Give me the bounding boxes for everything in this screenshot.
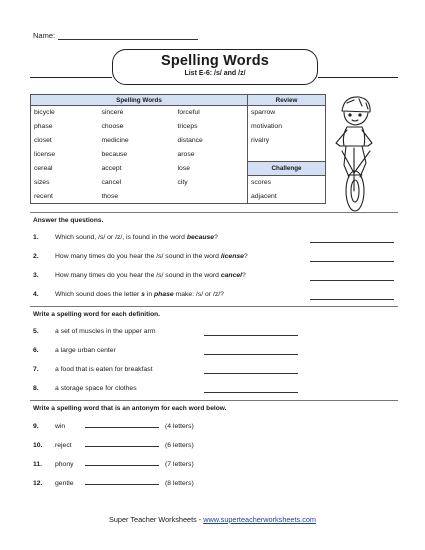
name-line [58,32,198,40]
item-number: 9. [33,423,39,430]
answer-line-11[interactable] [85,460,159,466]
question-keyword: phase [154,291,174,298]
question-keyword: s [141,291,145,298]
antonym-word: win [55,423,66,430]
answer-line-8[interactable] [204,392,298,393]
word-cell: accept [101,165,122,172]
definition-text: a set of muscles in the upper arm [55,328,156,335]
letter-hint: (4 letters) [165,423,194,430]
antonym-word: reject [55,442,72,449]
challenge-word: adjacent [248,190,326,204]
word-cell: cancel [101,179,122,186]
challenge-word: scores [248,176,326,190]
word-cell: closet [31,134,99,148]
word-cell: lose [177,165,190,172]
question-keyword: cancel [220,272,243,279]
question-number: 2. [33,253,39,260]
answer-line-5[interactable] [204,335,298,336]
section-title-definitions: Write a spelling word for each definition. [33,311,161,318]
footer [0,515,425,524]
review-word: sparrow [248,106,326,120]
definition-5 [33,328,156,335]
question-text: in [144,291,155,298]
list-subtitle: List E-6: /s/ and /z/ [184,70,246,77]
bicycle-rider-icon [322,91,392,213]
question-keyword: license [220,253,244,260]
word-cell: recent [31,190,99,204]
footer-link[interactable]: www.superteacherworksheets.com [203,515,316,524]
item-number: 5. [33,328,39,335]
definition-text: a storage space for clothes [55,385,137,392]
name-row [33,31,198,40]
word-cell: cereal [31,162,99,176]
word-cell: sizes [31,176,99,190]
answer-line-12[interactable] [85,479,159,485]
answer-line-9[interactable] [85,422,159,428]
letter-hint: (8 letters) [165,480,194,487]
name-label: Name: [33,31,56,40]
question-number: 3. [33,272,39,279]
section-divider [30,212,398,213]
word-cell: distance [177,137,203,144]
word-cell: triceps [177,123,198,130]
definition-7 [33,366,152,373]
word-cell [175,190,248,204]
answer-line-7[interactable] [204,373,298,374]
question-1 [33,234,218,241]
answer-line-2[interactable] [310,261,394,262]
question-text: make: /s/ or /z/? [173,291,224,298]
challenge-header: Challenge [248,162,326,176]
question-2 [33,253,248,260]
antonym-9 [33,422,194,430]
word-cell: sincere [101,109,124,117]
item-number: 12. [33,480,43,487]
word-cell: bicycle [31,106,99,120]
title-box [112,49,318,85]
answer-line-6[interactable] [204,354,298,355]
question-text: Which sound does the letter [55,291,142,298]
review-empty [248,148,326,162]
antonym-12 [33,479,194,487]
title-divider-left [30,77,112,78]
review-header: Review [248,95,326,106]
antonym-word: gentle [55,480,74,487]
word-cell: arose [177,151,195,158]
review-word: rivalry [248,134,326,148]
antonym-11 [33,460,194,468]
antonym-10 [33,441,194,449]
item-number: 11. [33,461,43,468]
word-cell: because [101,151,128,158]
definition-text: a food that is eaten for breakfast [55,366,153,373]
spelling-words-header: Spelling Words [31,95,248,106]
definition-text: a large urban center [55,347,116,354]
word-cell: forceful [177,109,200,117]
title-divider-right [318,77,398,78]
question-3 [33,272,246,279]
letter-hint: (7 letters) [165,461,194,468]
item-number: 8. [33,385,39,392]
question-keyword: because [186,234,215,241]
footer-brand: Super Teacher Worksheets - [109,515,204,524]
word-cell: license [31,148,99,162]
question-number: 4. [33,291,39,298]
antonym-word: phony [55,461,74,468]
definition-6 [33,347,116,354]
answer-line-1[interactable] [310,242,394,243]
page-title: Spelling Words [160,53,270,69]
item-number: 6. [33,347,39,354]
item-number: 10. [33,442,43,449]
section-divider [30,400,398,401]
letter-hint: (6 letters) [165,442,194,449]
spelling-word-table [30,94,326,204]
word-cell: phase [31,120,99,134]
question-punct: ? [242,272,246,279]
word-cell: choose [101,123,124,130]
question-text: Which sound, /s/ or /z/, is found in the word [55,234,187,241]
answer-line-3[interactable] [310,280,394,281]
answer-line-4[interactable] [310,299,394,300]
question-text: How many times do you hear the /s/ sound in the word [55,272,221,279]
word-cell: those [99,190,175,204]
answer-line-10[interactable] [85,441,159,447]
item-number: 7. [33,366,39,373]
question-number: 1. [33,234,39,241]
review-word: motivation [248,120,326,134]
question-punct: ? [214,234,218,241]
question-text: How many times do you hear the /s/ sound in the word [55,253,221,260]
word-cell: medicine [101,137,129,144]
section-title-antonyms: Write a spelling word that is an antonym for each word below. [33,405,227,412]
section-title-questions: Answer the questions. [33,217,104,224]
question-punct: ? [243,253,248,260]
section-divider [30,306,398,307]
definition-8 [33,385,137,392]
word-cell: city [177,179,188,186]
question-4 [33,291,224,298]
